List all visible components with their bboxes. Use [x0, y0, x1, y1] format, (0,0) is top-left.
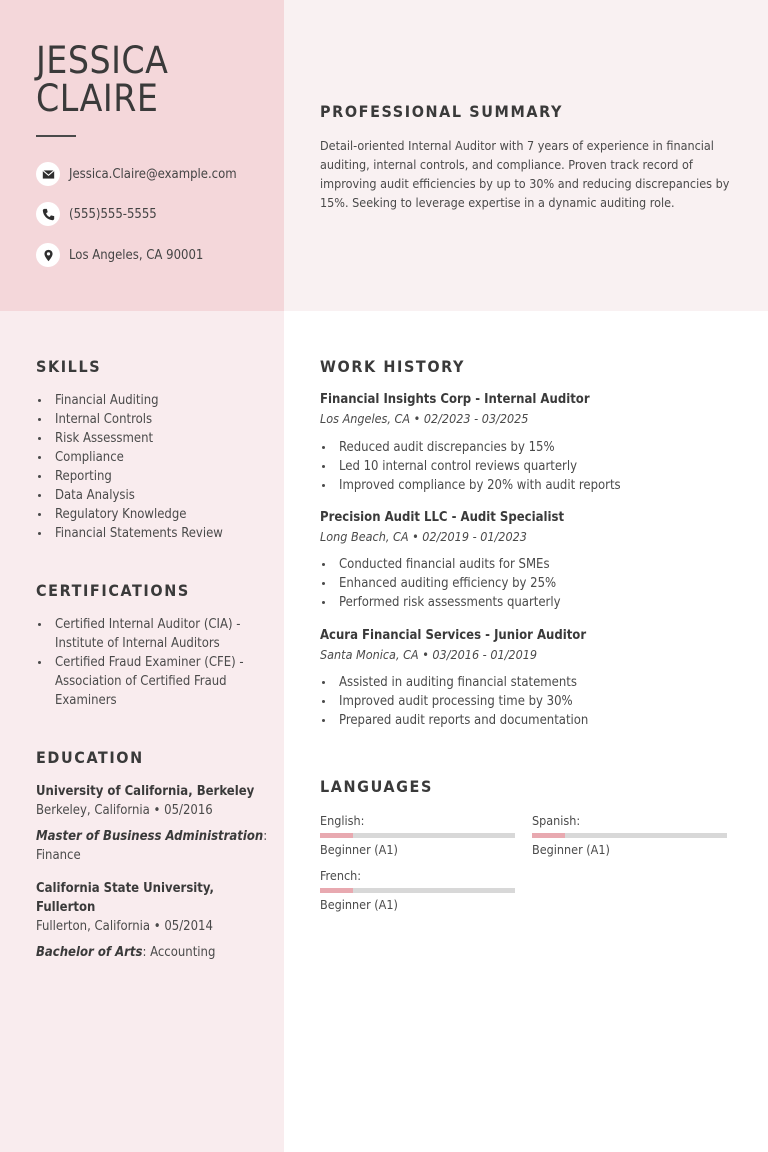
work-history-heading: WORK HISTORY	[320, 357, 466, 376]
proficiency-bar	[532, 833, 727, 838]
certification-line: Institute of Internal Auditors	[55, 636, 220, 651]
language-level: Beginner (A1)	[320, 897, 398, 912]
skill-item: Internal Controls	[36, 410, 276, 429]
phone-icon	[36, 202, 60, 226]
school-name: University of California, Berkeley	[36, 784, 255, 799]
proficiency-fill	[532, 833, 565, 838]
last-name: CLAIRE	[36, 77, 159, 120]
job-bullet: Prepared audit reports and documentation	[320, 711, 740, 730]
proficiency-fill	[320, 833, 353, 838]
certification-item	[36, 615, 276, 653]
language-level: Beginner (A1)	[532, 842, 610, 857]
proficiency-fill	[320, 888, 353, 893]
degree-line	[36, 943, 215, 962]
name-divider	[36, 135, 76, 137]
certifications-heading: CERTIFICATIONS	[36, 581, 190, 600]
job-bullet: Conducted financial audits for SMEs	[320, 555, 740, 574]
skill-item: Financial Statements Review	[36, 524, 276, 543]
language-name: French:	[320, 868, 362, 883]
location-text: Los Angeles, CA 90001	[69, 247, 204, 263]
skill-item: Financial Auditing	[36, 391, 276, 410]
job-bullet: Assisted in auditing financial statements	[320, 673, 740, 692]
education-heading: EDUCATION	[36, 748, 144, 767]
certification-line: Association of Certified Fraud	[55, 674, 227, 689]
degree-line	[36, 827, 267, 846]
job-heading: Financial Insights Corp - Internal Auditor	[320, 392, 590, 407]
job-meta: Los Angeles, CA • 02/2023 - 03/2025	[320, 411, 529, 426]
skills-heading: SKILLS	[36, 357, 102, 376]
contact-phone[interactable]	[36, 202, 276, 226]
language-name: English:	[320, 813, 365, 828]
proficiency-bar	[320, 833, 515, 838]
school-name-cont: Fullerton	[36, 900, 96, 915]
job-bullet: Improved audit processing time by 30%	[320, 692, 740, 711]
job-bullets	[320, 438, 740, 495]
summary-text: Detail-oriented Internal Auditor with 7 years of experience in financial auditing, internal controls, and compliance. Proven track record of improving audit efficiencies by up to 30% and reducing discrepancies by 15%. Seeking to leverage expertise in a dynamic auditing role.	[320, 138, 730, 210]
language-level: Beginner (A1)	[320, 842, 398, 857]
skills-list	[36, 391, 276, 543]
degree-name: Master of Business Administration	[36, 829, 264, 844]
degree-name: Bachelor of Arts	[36, 945, 143, 960]
language-spanish	[532, 813, 727, 857]
location-pin-icon	[36, 243, 60, 267]
language-english	[320, 813, 515, 857]
certifications-list	[36, 615, 276, 710]
job-bullet: Performed risk assessments quarterly	[320, 593, 740, 612]
certification-line: Certified Internal Auditor (CIA) -	[55, 617, 241, 632]
job-bullet: Improved compliance by 20% with audit reports	[320, 476, 740, 495]
email-text: Jessica.Claire@example.com	[69, 166, 237, 182]
candidate-name	[36, 39, 169, 120]
language-french	[320, 868, 515, 912]
certification-line: Examiners	[55, 693, 117, 708]
phone-text: (555)555-5555	[69, 206, 157, 222]
job-bullet: Led 10 internal control reviews quarterly	[320, 457, 740, 476]
first-name: JESSICA	[36, 39, 169, 82]
certification-line: Certified Fraud Examiner (CFE) -	[55, 655, 244, 670]
job-bullet: Reduced audit discrepancies by 15%	[320, 438, 740, 457]
job-bullets	[320, 673, 740, 730]
school-meta: Fullerton, California • 05/2014	[36, 919, 213, 934]
school-meta: Berkeley, California • 05/2016	[36, 803, 213, 818]
skill-item: Risk Assessment	[36, 429, 276, 448]
job-heading: Precision Audit LLC - Audit Specialist	[320, 510, 565, 525]
envelope-icon	[36, 162, 60, 186]
school-name: California State University,	[36, 881, 214, 896]
job-heading: Acura Financial Services - Junior Auditor	[320, 628, 587, 643]
job-bullet: Enhanced auditing efficiency by 25%	[320, 574, 740, 593]
degree-field: Finance	[36, 848, 81, 863]
job-meta: Long Beach, CA • 02/2019 - 01/2023	[320, 529, 527, 544]
certification-item	[36, 653, 276, 710]
skill-item: Reporting	[36, 467, 276, 486]
job-meta: Santa Monica, CA • 03/2016 - 01/2019	[320, 647, 538, 662]
proficiency-bar	[320, 888, 515, 893]
skill-item: Data Analysis	[36, 486, 276, 505]
languages-heading: LANGUAGES	[320, 777, 433, 796]
skill-item: Compliance	[36, 448, 276, 467]
summary-heading: PROFESSIONAL SUMMARY	[320, 102, 563, 121]
contact-location	[36, 243, 276, 267]
job-bullets	[320, 555, 740, 612]
degree-colon: :	[142, 945, 151, 960]
contact-email[interactable]	[36, 162, 276, 186]
language-name: Spanish:	[532, 813, 581, 828]
degree-field: Accounting	[150, 945, 216, 960]
degree-colon: :	[263, 829, 268, 844]
skill-item: Regulatory Knowledge	[36, 505, 276, 524]
